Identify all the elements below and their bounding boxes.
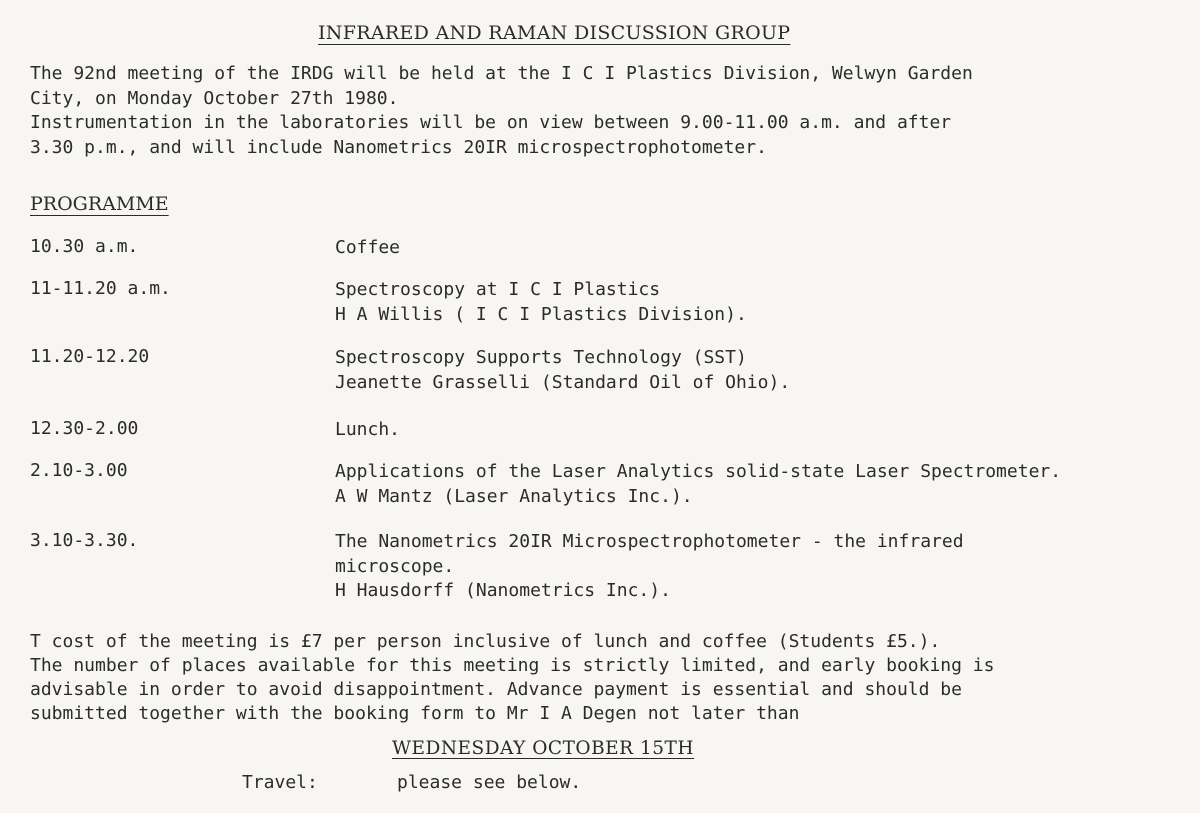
cost-line: T cost of the meeting is £7 per person inclusive of lunch and coffee (Students £5.). (30, 631, 941, 652)
cost-line: submitted together with the booking form to Mr I A Degen not later than (30, 703, 800, 724)
cost-paragraph (30, 630, 995, 726)
programme-line: microscope. (335, 555, 455, 577)
travel-label: Travel: (242, 772, 318, 793)
programme-description (335, 346, 790, 395)
travel-text: please see below. (397, 772, 582, 793)
intro-paragraph (30, 62, 1180, 160)
programme-time: 12.30-2.00 (30, 418, 139, 439)
programme-line: Jeanette Grasselli (Standard Oil of Ohio). (335, 371, 791, 393)
programme-time: 3.10-3.30. (30, 530, 139, 551)
programme-line: The Nanometrics 20IR Microspectrophotometer - the infrared (335, 531, 964, 552)
intro-line: City, on Monday October 27th 1980. (30, 87, 399, 109)
programme-line: Spectroscopy Supports Technology (SST) (335, 347, 747, 368)
cost-line: advisable in order to avoid disappointment. Advance payment is essential and should be (30, 679, 962, 700)
programme-line: Spectroscopy at I C I Plastics (335, 279, 661, 300)
document-title: INFRARED AND RAMAN DISCUSSION GROUP (318, 22, 791, 44)
programme-heading: PROGRAMME (30, 193, 169, 215)
programme-time: 2.10-3.00 (30, 460, 128, 481)
programme-line: H Hausdorff (Nanometrics Inc.). (335, 580, 671, 601)
programme-description (335, 418, 400, 443)
booking-deadline: WEDNESDAY OCTOBER 15TH (392, 738, 695, 759)
programme-line: A W Mantz (Laser Analytics Inc.). (335, 485, 693, 507)
intro-line: The 92nd meeting of the IRDG will be held at the I C I Plastics Division, Welwyn Garden (30, 63, 973, 84)
programme-time: 11-11.20 a.m. (30, 278, 171, 299)
programme-line: H A Willis ( I C I Plastics Division). (335, 303, 747, 325)
intro-line: Instrumentation in the laboratories will be on view between 9.00-11.00 a.m. and after (30, 112, 952, 133)
programme-description (335, 236, 400, 261)
programme-time: 10.30 a.m. (30, 236, 139, 257)
programme-description (335, 460, 1061, 509)
programme-description (335, 530, 964, 604)
programme-line: Applications of the Laser Analytics solid-state Laser Spectrometer. (335, 461, 1062, 482)
programme-line: Coffee (335, 237, 401, 258)
cost-line: The number of places available for this meeting is strictly limited, and early booking is (30, 655, 995, 676)
programme-description (335, 278, 747, 327)
intro-line: 3.30 p.m., and will include Nanometrics 20IR microspectrophotometer. (30, 136, 767, 158)
programme-time: 11.20-12.20 (30, 346, 150, 367)
programme-line: Lunch. (335, 419, 401, 440)
